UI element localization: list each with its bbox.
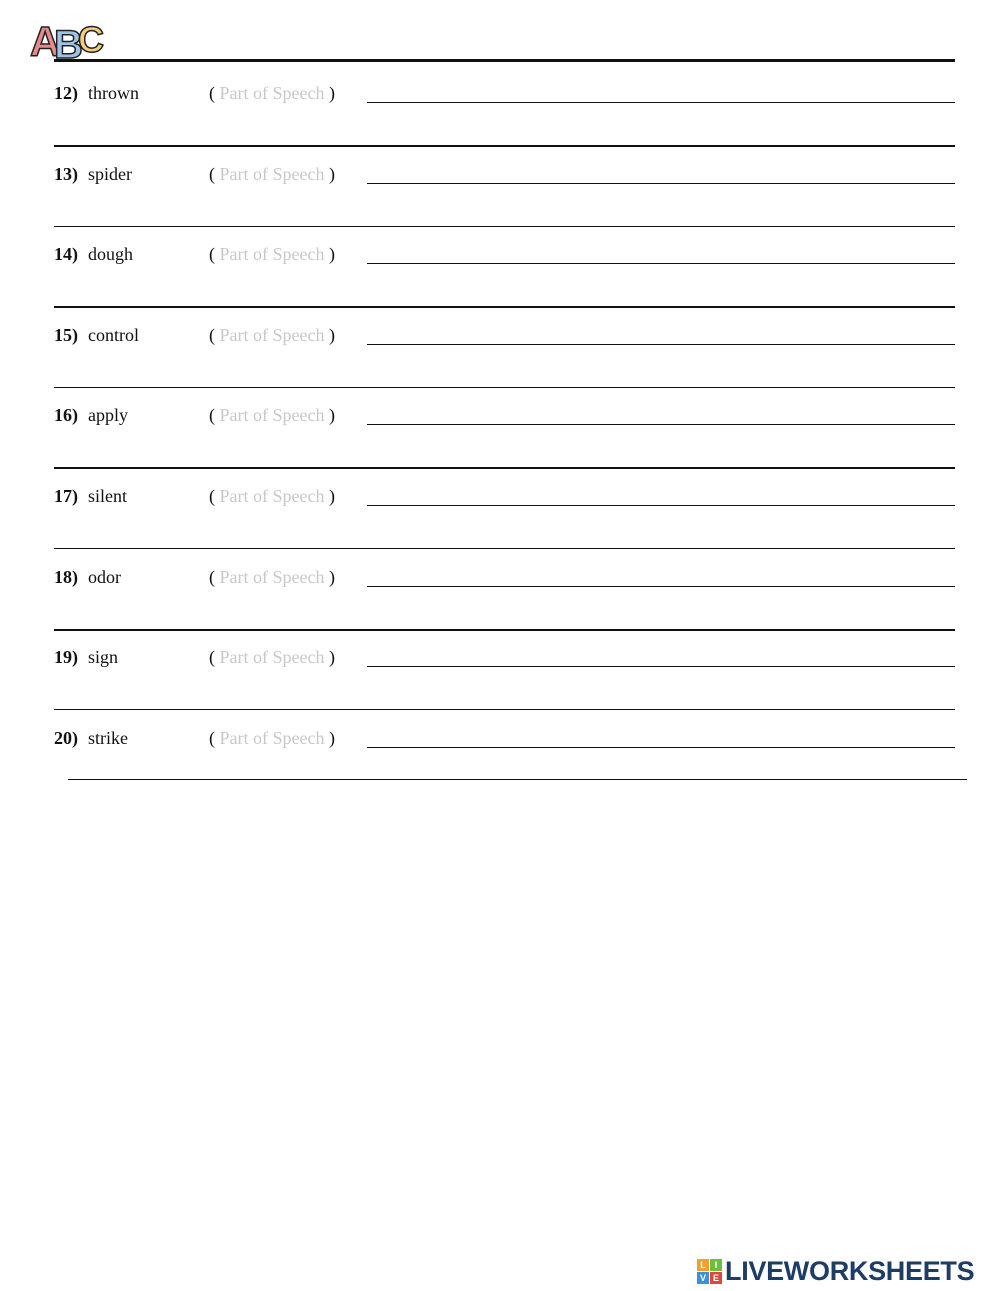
paren-open: (	[209, 647, 215, 668]
part-of-speech-field[interactable]	[209, 405, 335, 426]
worksheet-item	[54, 72, 955, 153]
part-of-speech-placeholder: Part of Speech	[219, 486, 325, 506]
liveworksheets-block: E	[710, 1272, 722, 1284]
item-word: control	[88, 324, 139, 345]
paren-close: )	[328, 83, 335, 103]
part-of-speech-placeholder: Part of Speech	[219, 566, 325, 587]
item-number: 17)	[54, 486, 78, 506]
paren-open: (	[209, 405, 215, 426]
worksheet-item	[54, 636, 955, 717]
paren-close: )	[328, 647, 335, 668]
part-of-speech-field[interactable]	[209, 325, 335, 346]
worksheet-item	[54, 394, 955, 475]
part-of-speech-placeholder: Part of Speech	[219, 244, 325, 265]
part-of-speech-placeholder: Part of Speech	[219, 405, 325, 426]
part-of-speech-field[interactable]	[209, 486, 335, 507]
part-of-speech-field[interactable]	[209, 728, 335, 749]
liveworksheets-block: V	[697, 1272, 709, 1284]
part-of-speech-field[interactable]	[209, 567, 335, 588]
paren-open: (	[209, 486, 215, 506]
logo-letter-a: A	[30, 18, 61, 62]
item-word: sign	[88, 647, 119, 668]
worksheet-item	[54, 475, 955, 556]
item-number: 19)	[54, 647, 78, 668]
worksheet-item	[54, 556, 955, 637]
paren-open: (	[209, 727, 215, 748]
worksheet-item	[54, 314, 955, 395]
definition-answer-line[interactable]	[367, 102, 955, 103]
item-word: dough	[88, 244, 133, 265]
item-divider	[54, 709, 955, 710]
item-divider	[54, 145, 955, 147]
item-divider	[54, 629, 955, 631]
logo-letter-c: C	[78, 19, 104, 60]
paren-open: (	[209, 566, 215, 587]
liveworksheets-brand: LIVEWORKSHEETS	[725, 1255, 975, 1286]
item-divider	[54, 306, 955, 308]
part-of-speech-field[interactable]	[209, 83, 335, 104]
part-of-speech-field[interactable]	[209, 164, 335, 185]
abc-logo	[28, 14, 110, 62]
paren-open: (	[209, 163, 215, 184]
item-word: thrown	[88, 83, 139, 103]
worksheet-item	[54, 233, 955, 314]
liveworksheets-block: I	[710, 1259, 722, 1271]
liveworksheets-logo	[697, 1255, 975, 1286]
part-of-speech-placeholder: Part of Speech	[219, 324, 325, 345]
item-number: 15)	[54, 324, 78, 345]
item-divider	[54, 548, 955, 549]
item-word: strike	[88, 727, 128, 748]
part-of-speech-placeholder: Part of Speech	[219, 727, 325, 748]
final-rule	[68, 779, 967, 780]
paren-open: (	[209, 244, 215, 265]
definition-answer-line[interactable]	[367, 586, 955, 587]
item-number: 14)	[54, 244, 78, 265]
definition-answer-line[interactable]	[367, 424, 955, 425]
paren-close: )	[328, 244, 335, 265]
paren-open: (	[209, 324, 215, 345]
paren-open: (	[209, 83, 215, 103]
item-word: odor	[88, 566, 121, 587]
definition-answer-line[interactable]	[367, 747, 955, 748]
liveworksheets-blocks-icon	[697, 1259, 722, 1284]
paren-close: )	[328, 486, 335, 506]
definition-answer-line[interactable]	[367, 263, 955, 264]
paren-close: )	[328, 163, 335, 184]
item-word: apply	[88, 405, 128, 426]
liveworksheets-block: L	[697, 1259, 709, 1271]
definition-answer-line[interactable]	[367, 183, 955, 184]
paren-close: )	[328, 405, 335, 426]
header-rule	[54, 59, 955, 62]
definition-answer-line[interactable]	[367, 505, 955, 506]
part-of-speech-field[interactable]	[209, 647, 335, 668]
worksheet-item	[54, 153, 955, 234]
item-number: 12)	[54, 83, 78, 103]
item-word: spider	[88, 163, 132, 184]
item-divider	[54, 387, 955, 388]
definition-answer-line[interactable]	[367, 344, 955, 345]
paren-close: )	[328, 324, 335, 345]
logo-letter-b: B	[54, 23, 83, 62]
item-number: 18)	[54, 566, 78, 587]
part-of-speech-field[interactable]	[209, 244, 335, 265]
part-of-speech-placeholder: Part of Speech	[219, 647, 325, 668]
part-of-speech-placeholder: Part of Speech	[219, 83, 325, 103]
paren-close: )	[328, 727, 335, 748]
item-divider	[54, 467, 955, 469]
paren-close: )	[328, 566, 335, 587]
definition-answer-line[interactable]	[367, 666, 955, 667]
part-of-speech-placeholder: Part of Speech	[219, 163, 325, 184]
item-divider	[54, 226, 955, 227]
worksheet-item	[54, 717, 955, 798]
item-number: 13)	[54, 163, 78, 184]
item-word: silent	[88, 486, 127, 506]
item-number: 16)	[54, 405, 78, 426]
item-number: 20)	[54, 727, 78, 748]
